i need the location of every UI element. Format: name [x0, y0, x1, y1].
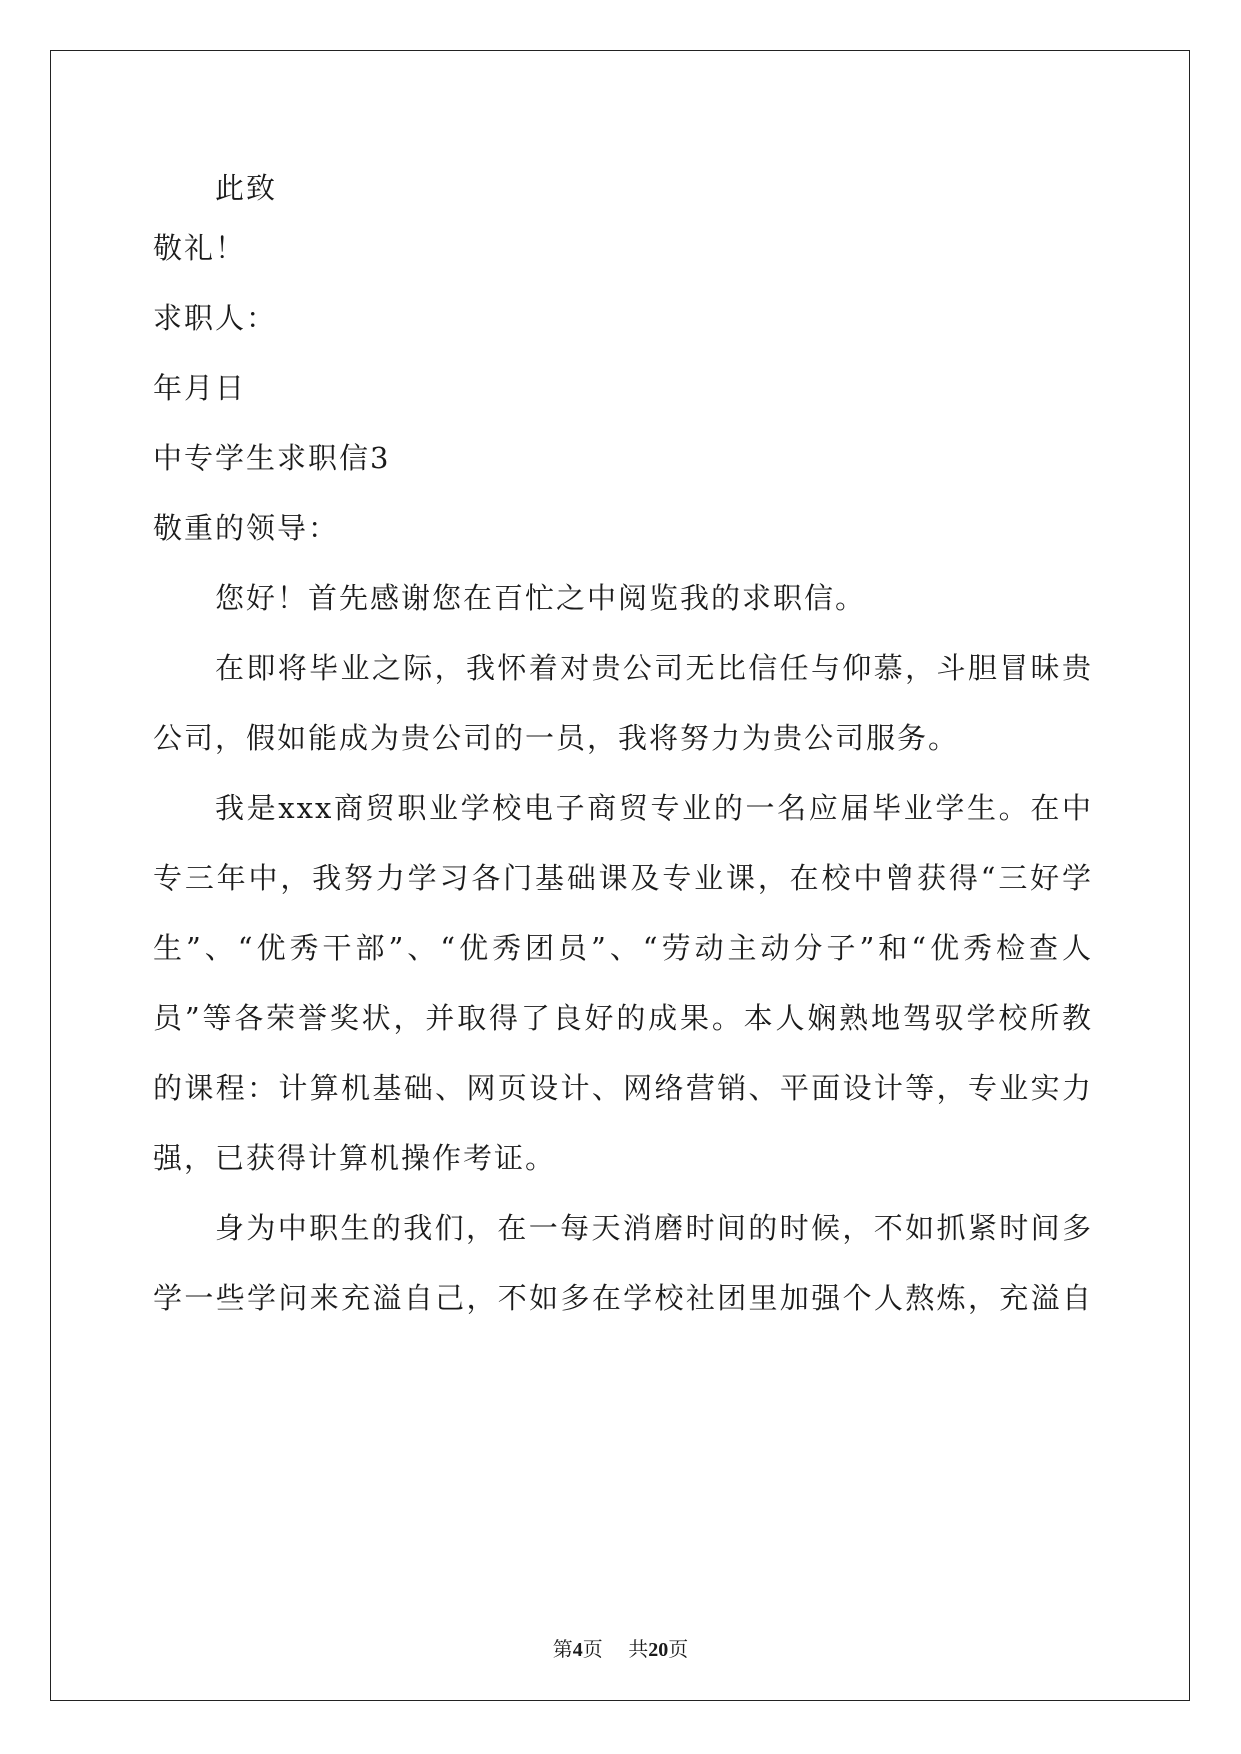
- applicant-label: 求职人：: [153, 301, 278, 335]
- paragraph-line: 我是xxx商贸职业学校电子商贸专业的一名应届毕业学生。在中: [215, 791, 1093, 825]
- page-prefix: 第: [552, 1637, 573, 1661]
- paragraph-line: 员”等各荣誉奖状，并取得了良好的成果。本人娴熟地驾驭学校所教: [153, 1001, 1093, 1035]
- date-line: 年月日: [153, 371, 247, 405]
- greeting: 敬重的领导：: [153, 511, 340, 545]
- total-suffix: 页: [668, 1637, 689, 1661]
- page-footer: [0, 1636, 1241, 1663]
- letter-title: 中专学生求职信3: [153, 441, 391, 475]
- paragraph-line: 您好！首先感谢您在百忙之中阅览我的求职信。: [215, 581, 867, 615]
- total-pages: 20: [648, 1639, 669, 1661]
- total-prefix: 共: [628, 1637, 649, 1661]
- page-number: 4: [572, 1639, 583, 1661]
- paragraph-line: 在即将毕业之际，我怀着对贵公司无比信任与仰慕，斗胆冒昧贵: [215, 651, 1093, 685]
- closing-salutation: 此致: [215, 171, 278, 205]
- paragraph-line: 公司，假如能成为贵公司的一员，我将努力为贵公司服务。: [153, 721, 960, 755]
- paragraph-line: 生”、“优秀干部”、“优秀团员”、“劳动主动分子”和“优秀检查人: [153, 931, 1093, 965]
- paragraph-line: 学一些学问来充溢自己，不如多在学校社团里加强个人熬炼，充溢自: [153, 1281, 1093, 1315]
- page-suffix: 页: [582, 1637, 603, 1661]
- closing-regards: 敬礼！: [153, 231, 247, 265]
- paragraph-line: 专三年中，我努力学习各门基础课及专业课，在校中曾获得“三好学: [153, 861, 1093, 895]
- paragraph-line: 强，已获得计算机操作考证。: [153, 1141, 557, 1175]
- paragraph-line: 的课程：计算机基础、网页设计、网络营销、平面设计等，专业实力: [153, 1071, 1093, 1105]
- paragraph-line: 身为中职生的我们，在一每天消磨时间的时候，不如抓紧时间多: [215, 1211, 1093, 1245]
